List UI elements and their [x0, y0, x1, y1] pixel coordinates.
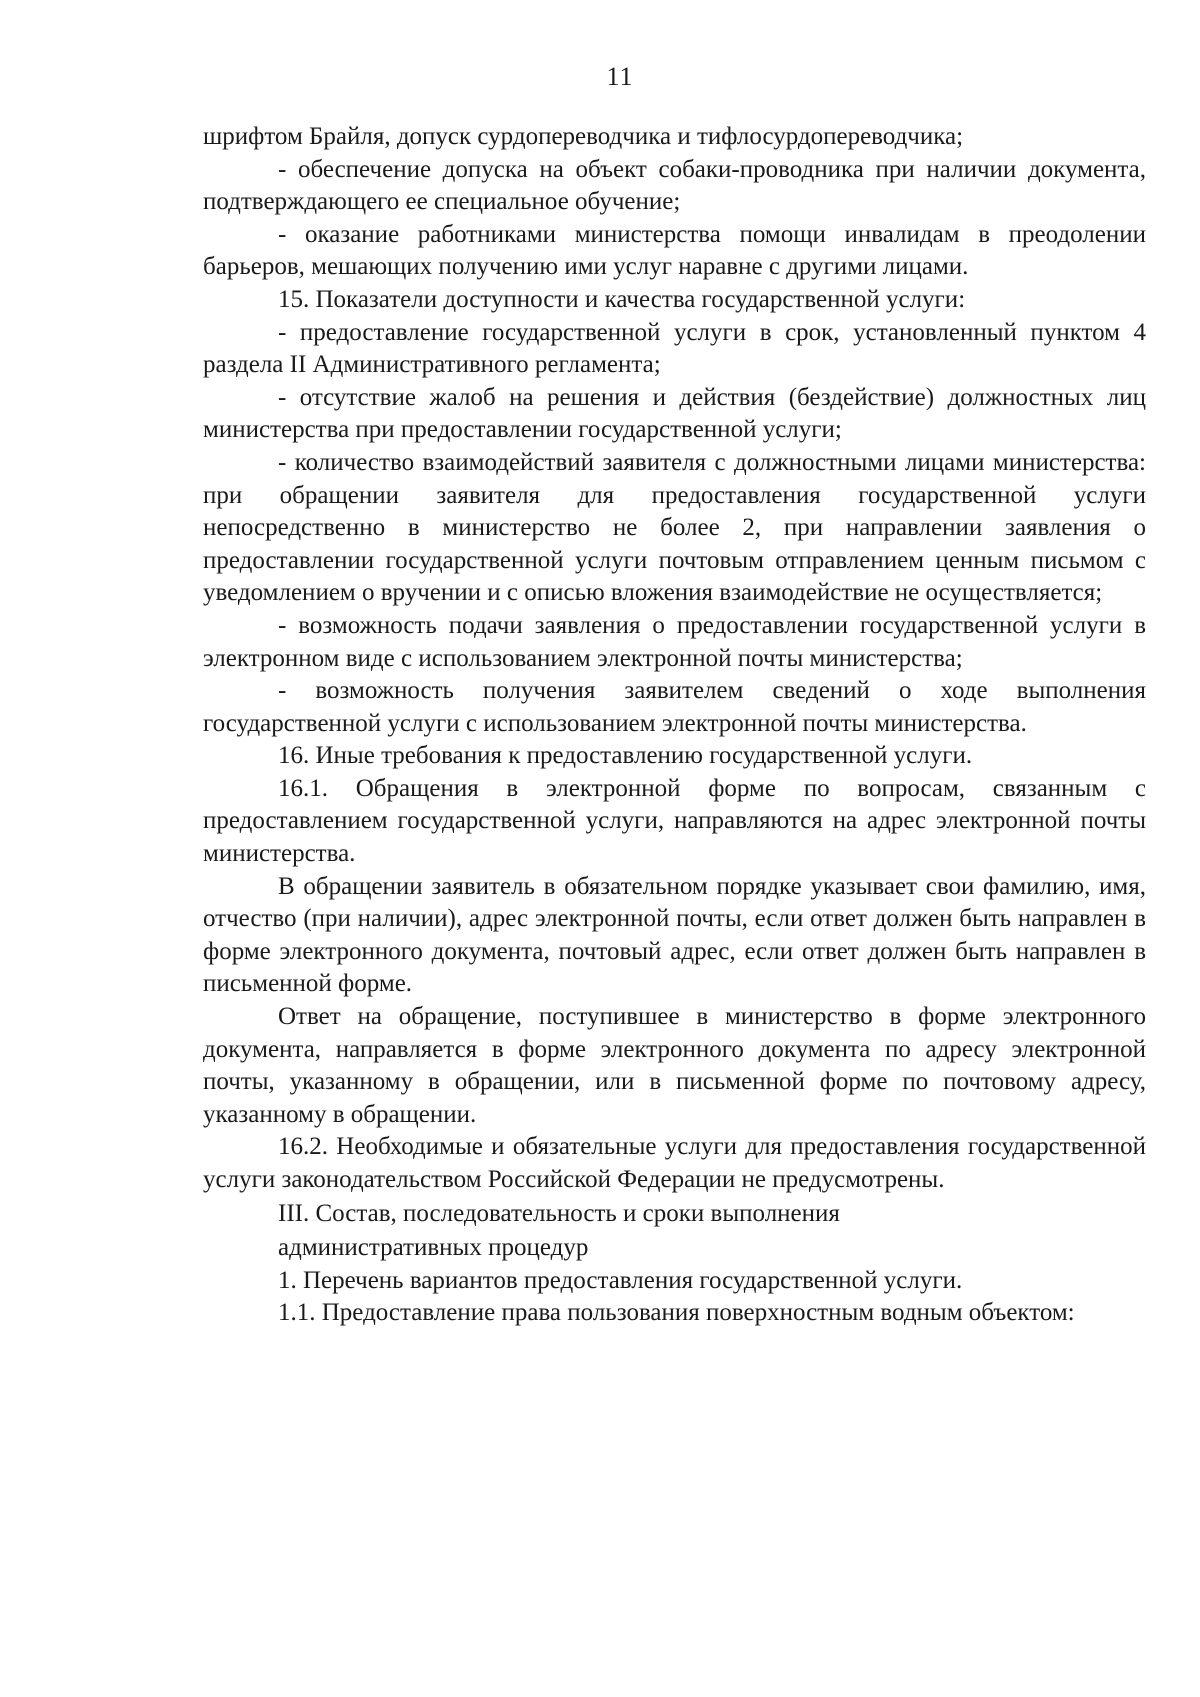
document-body — [203, 121, 1146, 1330]
paragraph-progress-info: - возможность получения заявителем сведений о ходе выполнения государственной услуги с использованием электронной почты министерства. — [203, 677, 1146, 737]
paragraph-guide-dog: - обеспечение допуска на объект собаки-проводника при наличии документа, подтверждающего ее специальное обучение; — [203, 155, 1146, 216]
paragraph-continuation: шрифтом Брайля, допуск сурдопереводчика и тифлосурдопереводчика; — [203, 123, 964, 150]
paragraph-item-1: 1. Перечень вариантов предоставления государственной услуги. — [278, 1266, 963, 1294]
paragraph-item-16-1: 16.1. Обращения в электронной форме по вопросам, связанным с предоставлением государственной услуги, направляются на адрес электронной почты министерства. — [203, 774, 1146, 868]
section-heading — [203, 1197, 1146, 1265]
paragraph-deadline: - предоставление государственной услуги в срок, установленный пунктом 4 раздела II Административного регламента; — [203, 318, 1146, 379]
section-heading-line-2: административных процедур — [278, 1233, 589, 1261]
paragraph-interactions: - количество взаимодействий заявителя с должностными лицами министерства: при обращении заявителя для предоставления государственной услуги непосредственно в министерство не более 2, при направлении заявления о предоставлении государственной услуги почтовым отправлением ценным письмом с уведомлением о вручении и с описью вложения взаимодействие не осуществляется; — [203, 448, 1146, 607]
paragraph-item-16: 16. Иные требования к предоставлению государственной услуги. — [278, 742, 973, 770]
paragraph-item-16-2: 16.2. Необходимые и обязательные услуги для предоставления государственной услуги законодательством Российской Федерации не предусмотрены. — [203, 1133, 1146, 1193]
section-heading-line-1: III. Состав, последовательность и сроки выполнения — [278, 1199, 840, 1227]
paragraph-assistance: - оказание работниками министерства помощи инвалидам в преодолении барьеров, мешающих получению ими услуг наравне с другими лицами. — [203, 220, 1146, 281]
paragraph-electronic-submission: - возможность подачи заявления о предоставлении государственной услуги в электронном виде с использованием электронной почты министерства; — [203, 611, 1146, 672]
paragraph-response: Ответ на обращение, поступившее в министерство в форме электронного документа, направляется в форме электронного документа по адресу электронной почты, указанному в обращении, или в письменной форме по почтовому адресу, указанному в обращении. — [203, 1003, 1146, 1128]
paragraph-item-1-1: 1.1. Предоставление права пользования поверхностным водным объектом: — [278, 1299, 1075, 1327]
paragraph-item-15: 15. Показатели доступности и качества государственной услуги: — [278, 285, 966, 313]
paragraph-applicant-details: В обращении заявитель в обязательном порядке указывает свои фамилию, имя, отчество (при наличии), адрес электронной почты, если ответ должен быть направлен в форме электронного документа, почтовый адрес, если ответ должен быть направлен в письменной форме. — [203, 872, 1146, 998]
page-number: 11 — [606, 62, 634, 91]
paragraph-no-complaints: - отсутствие жалоб на решения и действия (бездействие) должностных лиц министерства при предоставлении государственной услуги; — [203, 383, 1146, 444]
